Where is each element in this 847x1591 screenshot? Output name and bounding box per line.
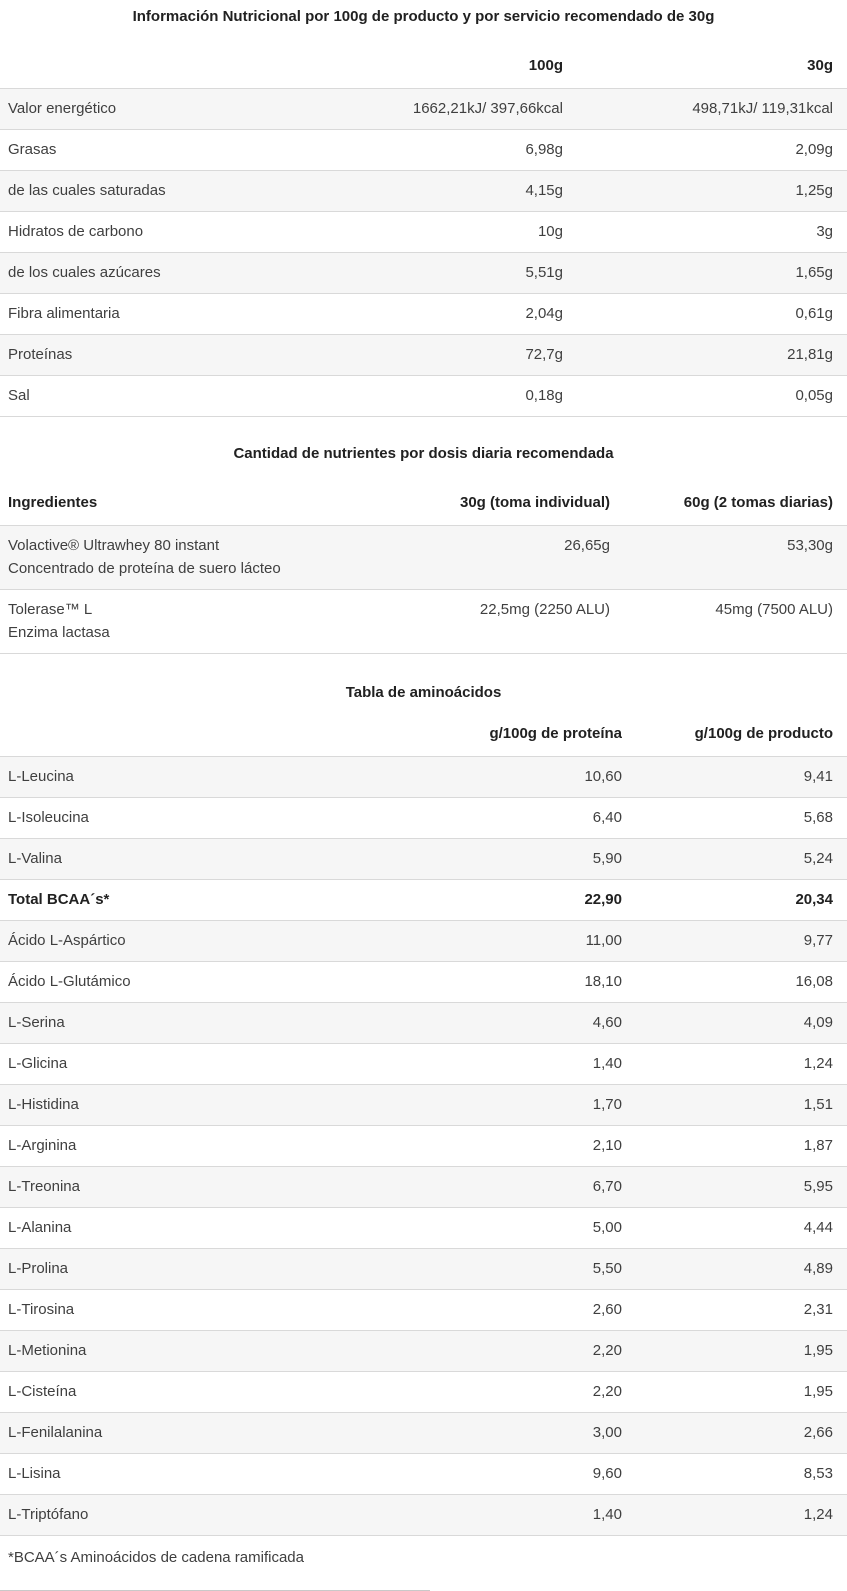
table-row [0, 839, 847, 880]
value-60g-dose: 53,30g [610, 526, 847, 590]
amino-value-product: 16,08 [622, 962, 847, 1003]
amino-label: L-Leucina [0, 757, 307, 798]
amino-value-protein: 11,00 [307, 921, 622, 962]
value-30g: 3g [563, 212, 847, 253]
table-row [0, 921, 847, 962]
amino-value-protein: 6,40 [307, 798, 622, 839]
value-100g: 5,51g [293, 253, 563, 294]
nutrient-label: Valor energético [0, 89, 293, 130]
nutrition-table-title: Información Nutricional por 100g de producto y por servicio recomendado de 30g [132, 8, 715, 25]
amino-value-protein: 5,00 [307, 1208, 622, 1249]
table-row [0, 1167, 847, 1208]
amino-value-protein: 5,50 [307, 1249, 622, 1290]
amino-label: L-Metionina [0, 1331, 307, 1372]
value-100g: 1662,21kJ/ 397,66kcal [293, 89, 563, 130]
nutrition-header-row [0, 42, 847, 89]
daily-dose-title: Cantidad de nutrientes por dosis diaria recomendada [233, 445, 614, 462]
nutrient-label: Fibra alimentaria [0, 294, 293, 335]
amino-value-product: 1,24 [622, 1495, 847, 1536]
amino-label: L-Isoleucina [0, 798, 307, 839]
amino-value-product: 1,87 [622, 1126, 847, 1167]
amino-value-protein: 10,60 [307, 757, 622, 798]
ingredients-header-row [0, 479, 847, 526]
amino-label: L-Histidina [0, 1085, 307, 1126]
table-row [0, 212, 847, 253]
table-row [0, 1044, 847, 1085]
value-30g-dose: 22,5mg (2250 ALU) [310, 590, 610, 654]
table-row [0, 130, 847, 171]
amino-value-protein: 2,20 [307, 1331, 622, 1372]
bcaa-footnote-row [0, 1536, 847, 1579]
amino-value-protein: 2,60 [307, 1290, 622, 1331]
amino-value-protein: 5,90 [307, 839, 622, 880]
amino-value-protein: 4,60 [307, 1003, 622, 1044]
value-60g-dose: 45mg (7500 ALU) [610, 590, 847, 654]
amino-value-product: 1,24 [622, 1044, 847, 1085]
table-row [0, 1372, 847, 1413]
amino-value-protein: 3,00 [307, 1413, 622, 1454]
amino-value-protein: 1,40 [307, 1044, 622, 1085]
table-row [0, 1126, 847, 1167]
table-row [0, 1290, 847, 1331]
total-bcaa-row [0, 880, 847, 921]
amino-label: Total BCAA´s* [0, 880, 307, 921]
amino-label: L-Glicina [0, 1044, 307, 1085]
amino-value-product: 5,24 [622, 839, 847, 880]
ingredient-name: Volactive® Ultrawhey 80 instant [8, 537, 220, 554]
amino-label: L-Tirosina [0, 1290, 307, 1331]
value-100g: 0,18g [293, 376, 563, 417]
nutrient-label: de las cuales saturadas [0, 171, 293, 212]
amino-header-row [0, 710, 847, 757]
value-30g: 0,05g [563, 376, 847, 417]
table-row [0, 1413, 847, 1454]
table-row [0, 526, 847, 590]
value-30g: 1,25g [563, 171, 847, 212]
nutrition-per-100g-table [0, 42, 847, 417]
amino-value-protein: 2,20 [307, 1372, 622, 1413]
value-100g: 72,7g [293, 335, 563, 376]
table-row [0, 89, 847, 130]
table-row [0, 335, 847, 376]
amino-value-product: 2,66 [622, 1413, 847, 1454]
table-row [0, 1249, 847, 1290]
amino-label: L-Fenilalanina [0, 1413, 307, 1454]
value-30g: 0,61g [563, 294, 847, 335]
amino-header-spacer [0, 710, 307, 757]
amino-label: L-Alanina [0, 1208, 307, 1249]
nutrient-label: Hidratos de carbono [0, 212, 293, 253]
amino-value-protein: 1,70 [307, 1085, 622, 1126]
amino-value-protein: 18,10 [307, 962, 622, 1003]
amino-value-product: 1,51 [622, 1085, 847, 1126]
column-header-ingredients: Ingredientes [0, 479, 310, 526]
amino-value-protein: 6,70 [307, 1167, 622, 1208]
value-100g: 4,15g [293, 171, 563, 212]
value-30g: 2,09g [563, 130, 847, 171]
amino-value-product: 2,31 [622, 1290, 847, 1331]
value-100g: 2,04g [293, 294, 563, 335]
amino-label: L-Triptófano [0, 1495, 307, 1536]
column-header-100g: 100g [293, 42, 563, 89]
table-row [0, 962, 847, 1003]
amino-acids-title: Tabla de aminoácidos [345, 684, 502, 701]
table-row [0, 1495, 847, 1536]
amino-acids-table [0, 710, 847, 1578]
ingredient-description: Concentrado de proteína de suero lácteo [8, 560, 281, 577]
amino-label: L-Valina [0, 839, 307, 880]
amino-value-protein: 22,90 [307, 880, 622, 921]
table-row [0, 1208, 847, 1249]
ingredients-table [0, 479, 847, 654]
table-row [0, 1331, 847, 1372]
column-header-30g: 30g [563, 42, 847, 89]
amino-label: Ácido L-Aspártico [0, 921, 307, 962]
amino-value-product: 1,95 [622, 1331, 847, 1372]
table-row [0, 1085, 847, 1126]
nutrition-header-spacer [0, 42, 293, 89]
bcaa-footnote: *BCAA´s Aminoácidos de cadena ramificada [8, 1549, 304, 1566]
ingredient-cell [0, 526, 310, 590]
amino-value-product: 20,34 [622, 880, 847, 921]
value-100g: 6,98g [293, 130, 563, 171]
ingredient-name: Tolerase™ L [8, 601, 93, 618]
amino-label: L-Arginina [0, 1126, 307, 1167]
table-row [0, 798, 847, 839]
table-row [0, 1454, 847, 1495]
table-row [0, 253, 847, 294]
value-30g: 498,71kJ/ 119,31kcal [563, 89, 847, 130]
table-row [0, 757, 847, 798]
table-row [0, 590, 847, 654]
amino-value-product: 9,77 [622, 921, 847, 962]
column-header-60g-dose: 60g (2 tomas diarias) [610, 479, 847, 526]
amino-value-product: 8,53 [622, 1454, 847, 1495]
amino-value-product: 1,95 [622, 1372, 847, 1413]
table-row [0, 171, 847, 212]
nutrient-label: Sal [0, 376, 293, 417]
amino-label: Ácido L-Glutámico [0, 962, 307, 1003]
amino-value-product: 5,95 [622, 1167, 847, 1208]
amino-label: L-Lisina [0, 1454, 307, 1495]
amino-value-protein: 1,40 [307, 1495, 622, 1536]
ingredient-cell [0, 590, 310, 654]
amino-value-product: 4,09 [622, 1003, 847, 1044]
amino-value-product: 4,89 [622, 1249, 847, 1290]
column-header-per-product: g/100g de producto [622, 710, 847, 757]
nutrient-label: Proteínas [0, 335, 293, 376]
value-100g: 10g [293, 212, 563, 253]
table-row [0, 1003, 847, 1044]
table-row [0, 294, 847, 335]
amino-value-product: 5,68 [622, 798, 847, 839]
column-header-30g-dose: 30g (toma individual) [310, 479, 610, 526]
amino-value-protein: 2,10 [307, 1126, 622, 1167]
amino-value-product: 4,44 [622, 1208, 847, 1249]
table-row [0, 376, 847, 417]
value-30g-dose: 26,65g [310, 526, 610, 590]
amino-value-protein: 9,60 [307, 1454, 622, 1495]
amino-label: L-Serina [0, 1003, 307, 1044]
amino-value-product: 9,41 [622, 757, 847, 798]
amino-label: L-Treonina [0, 1167, 307, 1208]
value-30g: 1,65g [563, 253, 847, 294]
ingredient-description: Enzima lactasa [8, 624, 110, 641]
value-30g: 21,81g [563, 335, 847, 376]
column-header-per-protein: g/100g de proteína [307, 710, 622, 757]
nutrient-label: Grasas [0, 130, 293, 171]
amino-label: L-Prolina [0, 1249, 307, 1290]
nutrient-label: de los cuales azúcares [0, 253, 293, 294]
amino-label: L-Cisteína [0, 1372, 307, 1413]
